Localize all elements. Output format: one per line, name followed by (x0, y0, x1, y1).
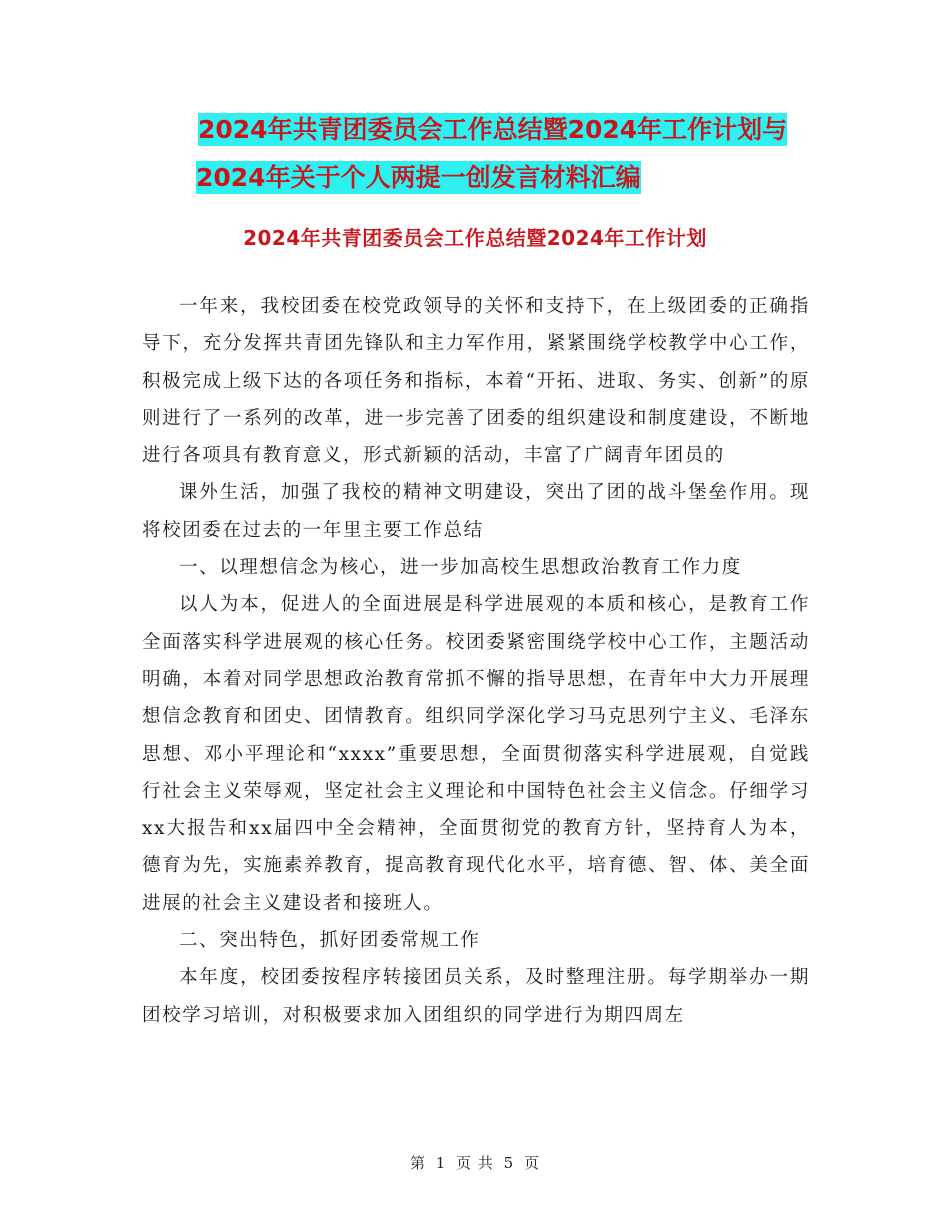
title-line-2-text: 2024年关于个人两提一创发言材料汇编 (196, 163, 641, 192)
page-mid: 页 共 (456, 1154, 494, 1172)
title-line-1-text: 2024年共青团委员会工作总结暨2024年工作计划与 (198, 115, 788, 144)
title-line-2 (140, 154, 820, 202)
section-heading: 二、突出特色，抓好团委常规工作 (179, 930, 481, 952)
section-title: 2024年共青团委员会工作总结暨2024年工作计划 (243, 226, 707, 250)
section-heading: 一、以理想信念为核心，进一步加高校生思想政治教育工作力度 (179, 557, 742, 579)
paragraph: 本年度，校团委按程序转接团员关系，及时整理注册。每学期举办一期团校学习培训，对积极要求加入团组织的同学进行为期四周左 (142, 967, 810, 1026)
total-pages: 5 (503, 1154, 515, 1172)
title-line-1 (140, 106, 820, 154)
paragraph: 以人为本，促进人的全面进展是科学进展观的本质和核心，是教育工作全面落实科学进展观的核心任务。校团委紧密围绕学校中心工作，主题活动明确，本着对同学思想政治教育常抓不懈的指导思想，在青年中大力开展理想信念教育和团史、团情教育。组织同学深化学习马克思列宁主义、毛泽东思想、邓小平理论和“xxxx”重要思想，全面贯彻落实科学进展观，自觉践行社会主义荣辱观，坚定社会主义理论和中国特色社会主义信念。仔细学习xx大报告和xx届四中全会精神，全面贯彻党的教育方针，坚持育人为本，德育为先，实施素养教育，提高教育现代化水平，培育德、智、体、美全面进展的社会主义建设者和接班人。 (142, 594, 810, 914)
paragraph: 课外生活，加强了我校的精神文明建设，突出了团的战斗堡垒作用。现将校团委在过去的一年里主要工作总结 (142, 482, 810, 541)
paragraph: 一年来，我校团委在校党政领导的关怀和支持下，在上级团委的正确指导下，充分发挥共青团先锋队和主力军作用，紧紧围绕学校教学中心工作，积极完成上级下达的各项任务和指标，本着“开拓、进取、务实、创新”的原则进行了一系列的改革，进一步完善了团委的组织建设和制度建设，不断地进行各项具有教育意义，形式新颖的活动，丰富了广阔青年团员的 (142, 296, 810, 467)
document-title (140, 106, 820, 202)
page-number: 1 (435, 1154, 447, 1172)
page-footer (0, 1153, 950, 1173)
document-body (142, 288, 810, 1034)
page-prefix: 第 (409, 1154, 426, 1172)
page-suffix: 页 (524, 1154, 541, 1172)
